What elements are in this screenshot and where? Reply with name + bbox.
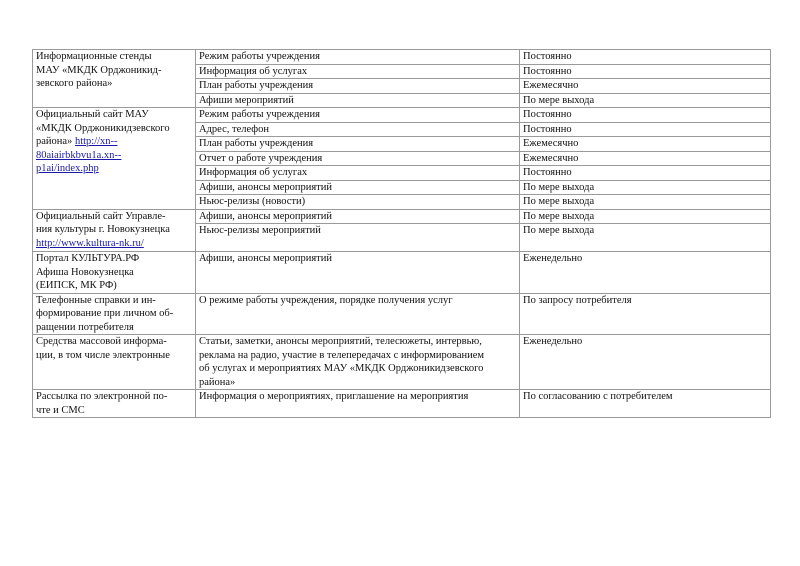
periodicity-cell: По мере выхода: [520, 180, 771, 195]
channel-name: Официальный сайт МАУ «МКДК Орджоникидзевского района»: [36, 109, 170, 147]
info-content-cell: Информация об услугах: [196, 166, 520, 181]
table-row: [33, 50, 771, 65]
info-content-cell: План работы учреждения: [196, 137, 520, 152]
channel-cell: [33, 209, 196, 252]
channel-name: Рассылка по электронной по- чте и СМС: [36, 391, 168, 416]
periodicity-cell: Постоянно: [520, 122, 771, 137]
periodicity-cell: По мере выхода: [520, 93, 771, 108]
info-content-cell: Статьи, заметки, анонсы мероприятий, телесюжеты, интервью, реклама на радио, участие в телепередачах с информированием об услугах и мероприятиях МАУ «МКДК Орджоникидзевского района»: [196, 335, 520, 390]
information-table-body: [33, 50, 771, 418]
info-content-cell: О режиме работы учреждения, порядке получения услуг: [196, 293, 520, 335]
periodicity-cell: Еженедельно: [520, 335, 771, 390]
info-content-cell: Режим работы учреждения: [196, 108, 520, 123]
info-content-cell: Афиши мероприятий: [196, 93, 520, 108]
periodicity-cell: Постоянно: [520, 108, 771, 123]
table-row: [33, 335, 771, 390]
periodicity-cell: По запросу потребителя: [520, 293, 771, 335]
periodicity-cell: Постоянно: [520, 50, 771, 65]
info-content-cell: Отчет о работе учреждения: [196, 151, 520, 166]
channel-website-link[interactable]: http://xn-- 80aiairbkbvu1a.xn-- p1ai/index.php: [36, 136, 122, 174]
info-content-cell: Ньюс-релизы мероприятий: [196, 224, 520, 252]
channel-cell: [33, 50, 196, 108]
periodicity-cell: По мере выхода: [520, 224, 771, 252]
channel-cell: [33, 335, 196, 390]
channel-cell: [33, 293, 196, 335]
info-content-cell: Адрес, телефон: [196, 122, 520, 137]
info-content-cell: Ньюс-релизы (новости): [196, 195, 520, 210]
table-row: [33, 390, 771, 418]
info-content-cell: Афиши, анонсы мероприятий: [196, 180, 520, 195]
channel-name: Официальный сайт Управле- ния культуры г. Новокузнецка: [36, 210, 170, 235]
info-content-cell: Режим работы учреждения: [196, 50, 520, 65]
periodicity-cell: По мере выхода: [520, 195, 771, 210]
periodicity-cell: Ежемесячно: [520, 79, 771, 94]
info-content-cell: Афиши, анонсы мероприятий: [196, 209, 520, 224]
channel-cell: [33, 252, 196, 294]
channel-name: Телефонные справки и ин- формирование при личном об- ращении потребителя: [36, 294, 174, 333]
info-content-cell: План работы учреждения: [196, 79, 520, 94]
channel-name: Средства массовой информа- ции, в том числе электронные: [36, 336, 170, 361]
periodicity-cell: Ежемесячно: [520, 137, 771, 152]
information-table: [32, 49, 771, 418]
periodicity-cell: Постоянно: [520, 166, 771, 181]
periodicity-cell: Еженедельно: [520, 252, 771, 294]
table-row: [33, 209, 771, 224]
info-content-cell: Информация о мероприятиях, приглашение на мероприятия: [196, 390, 520, 418]
channel-name: Портал КУЛЬТУРА.РФ Афиша Новокузнецка (ЕИПСК, МК РФ): [36, 253, 140, 291]
table-row: [33, 252, 771, 294]
info-content-cell: Информация об услугах: [196, 64, 520, 79]
channel-name: Информационные стенды МАУ «МКДК Орджоникид- зевского района»: [36, 51, 162, 89]
periodicity-cell: Ежемесячно: [520, 151, 771, 166]
periodicity-cell: Постоянно: [520, 64, 771, 79]
periodicity-cell: По согласованию с потребителем: [520, 390, 771, 418]
info-content-cell: Афиши, анонсы мероприятий: [196, 252, 520, 294]
table-row: [33, 108, 771, 123]
table-row: [33, 293, 771, 335]
channel-website-link[interactable]: http://www.kultura-nk.ru/: [36, 237, 144, 249]
channel-cell: [33, 108, 196, 210]
channel-cell: [33, 390, 196, 418]
periodicity-cell: По мере выхода: [520, 209, 771, 224]
